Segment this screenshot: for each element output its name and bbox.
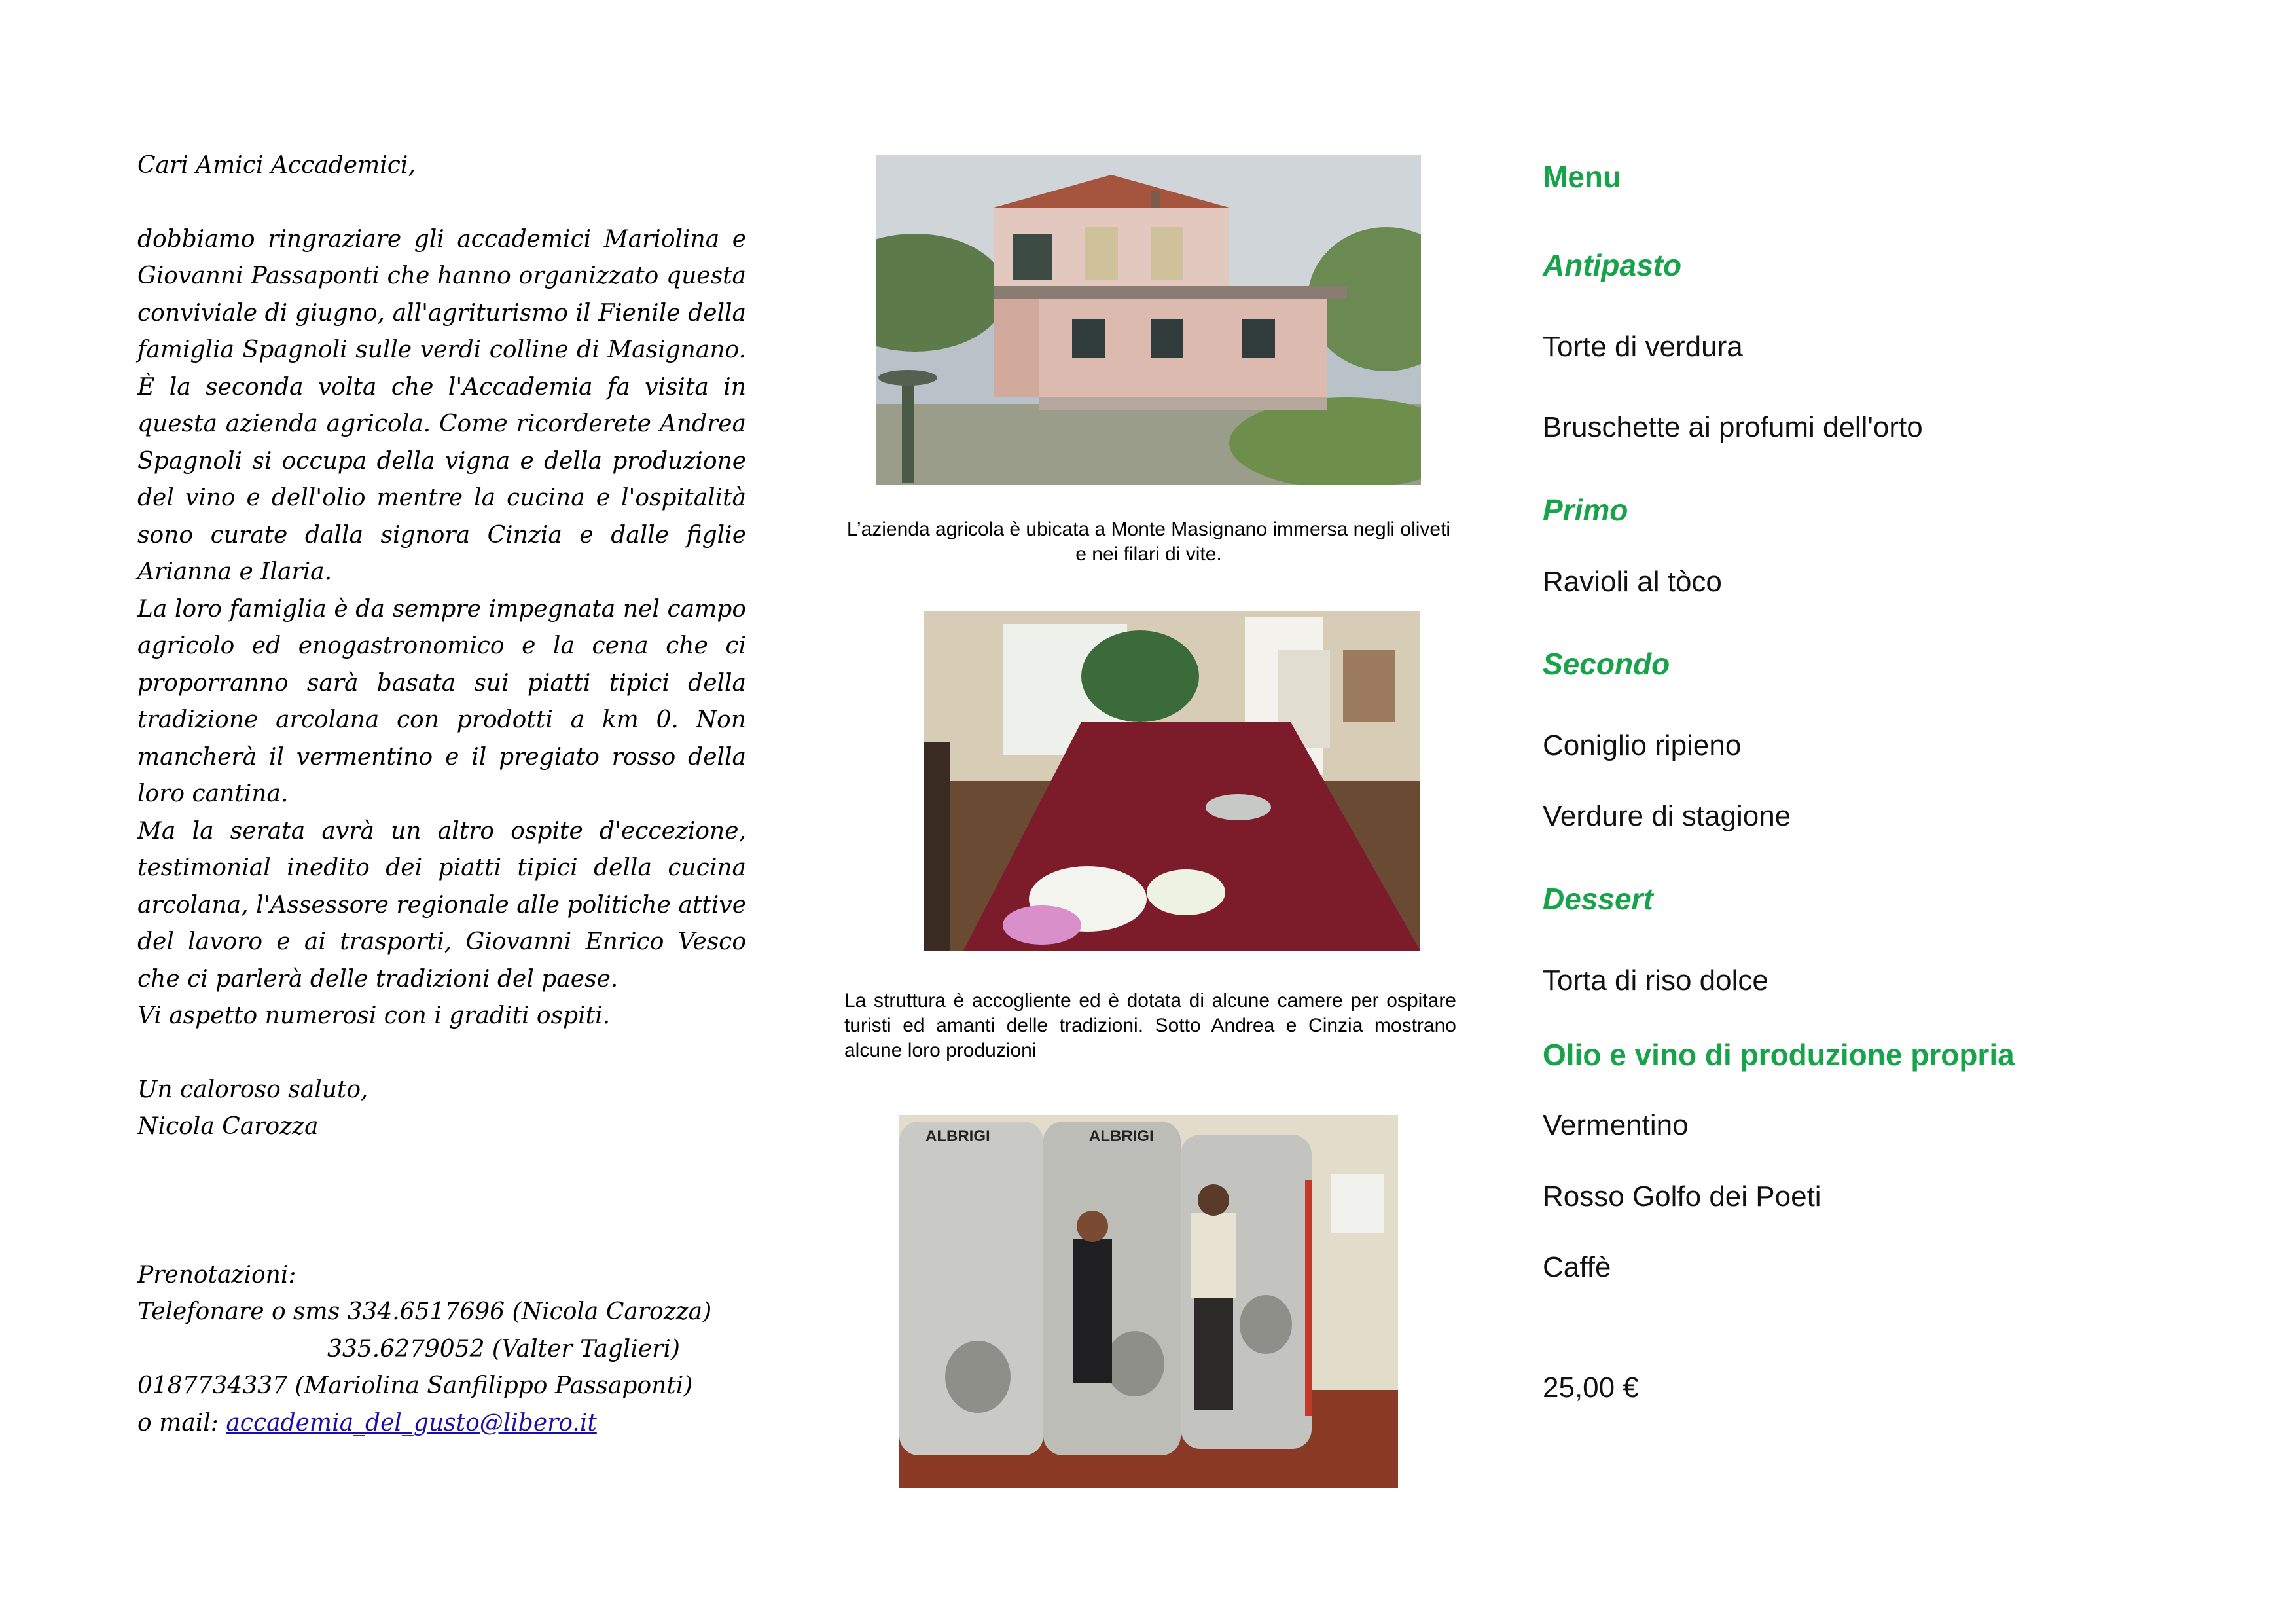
tank-brand-label-2: ALBRIGI	[1089, 1127, 1154, 1145]
menu-item-bruschette: Bruschette ai profumi dell'orto	[1543, 411, 1923, 443]
photo-caption-2: La struttura è accogliente ed è dotata di alcune camere per ospitare turisti ed amanti delle tradizioni. Sotto Andrea e Cinzia mostrano alcune loro produzioni	[844, 990, 1456, 1061]
dining-table-photo	[924, 611, 1420, 951]
booking-phone-3: 0187734337 (Mariolina Sanfilippo Passaponti)	[137, 1372, 693, 1399]
section-secondo: Secondo	[1543, 647, 1670, 681]
closing: Un caloroso saluto,	[137, 1076, 368, 1103]
booking-phone-2: 335.6279052 (Valter Taglieri)	[327, 1335, 680, 1362]
section-dessert: Dessert	[1543, 882, 1653, 916]
menu-item-coniglio: Coniglio ripieno	[1543, 729, 1742, 761]
letter-paragraph-2: La loro famiglia è da sempre impegnata nel campo agricolo ed enogastronomico e la cena che ci proporranno sarà basata sui piatti tipici della tradizione arcolana con prodotti a km 0. Non mancherà il vermentino e il pregiato rosso della loro cantina.	[137, 595, 746, 807]
menu-item-torta-riso: Torta di riso dolce	[1543, 964, 1768, 996]
section-antipasto: Antipasto	[1543, 248, 1682, 282]
letter-paragraph-4: Vi aspetto numerosi con i graditi ospiti.	[137, 1002, 611, 1029]
tank-brand-label-1: ALBRIGI	[925, 1127, 990, 1145]
section-olio-vino: Olio e vino di produzione propria	[1543, 1038, 2015, 1072]
email-link[interactable]: accademia_del_gusto@libero.it	[226, 1409, 597, 1436]
booking-phone-1: Telefonare o sms 334.6517696 (Nicola Carozza)	[137, 1298, 712, 1325]
letter-paragraph-3: Ma la serata avrà un altro ospite d'eccezione, testimonial inedito dei piatti tipici della cucina arcolana, l'Assessore regionale alle politiche attive del lavoro e ai trasporti, Giovanni Enrico Vesco che ci parlerà delle tradizioni del paese.	[137, 817, 746, 993]
section-primo: Primo	[1543, 493, 1628, 527]
booking-mail-prefix: o mail:	[137, 1409, 226, 1436]
wine-cellar-photo	[899, 1115, 1398, 1488]
signature: Nicola Carozza	[137, 1113, 319, 1140]
menu-price: 25,00 €	[1543, 1372, 1639, 1404]
farmhouse-photo	[876, 155, 1421, 485]
menu-item-rosso: Rosso Golfo dei Poeti	[1543, 1180, 1821, 1213]
menu-item-vermentino: Vermentino	[1543, 1109, 1689, 1141]
menu-item-verdure: Verdure di stagione	[1543, 800, 1791, 832]
invitation-letter	[137, 147, 746, 1442]
menu-item-ravioli: Ravioli al tòco	[1543, 566, 1722, 598]
letter-paragraph-1: dobbiamo ringraziare gli accademici Mariolina e Giovanni Passaponti che hanno organizzato questa conviviale di giugno, all'agriturismo il Fienile della famiglia Spagnoli sulle verdi colline di Masignano. È la seconda volta che l'Accademia fa visita in questa azienda agricola. Come ricorderete Andrea Spagnoli si occupa della vigna e della produzione del vino e dell'olio mentre la cucina e l'ospitalità sono curate dalla signora Cinzia e dalle figlie Arianna e Ilaria.	[137, 225, 746, 585]
booking-mail-line	[137, 1405, 746, 1442]
greeting: Cari Amici Accademici,	[137, 152, 416, 179]
menu-title: Menu	[1543, 160, 1622, 194]
booking-title: Prenotazioni:	[137, 1261, 296, 1288]
menu-item-torte-verdura: Torte di verdura	[1543, 331, 1743, 363]
photo-caption-1: L’azienda agricola è ubicata a Monte Masignano immersa negli oliveti e nei filari di vite.	[846, 519, 1451, 565]
menu-item-caffe: Caffè	[1543, 1251, 1611, 1283]
